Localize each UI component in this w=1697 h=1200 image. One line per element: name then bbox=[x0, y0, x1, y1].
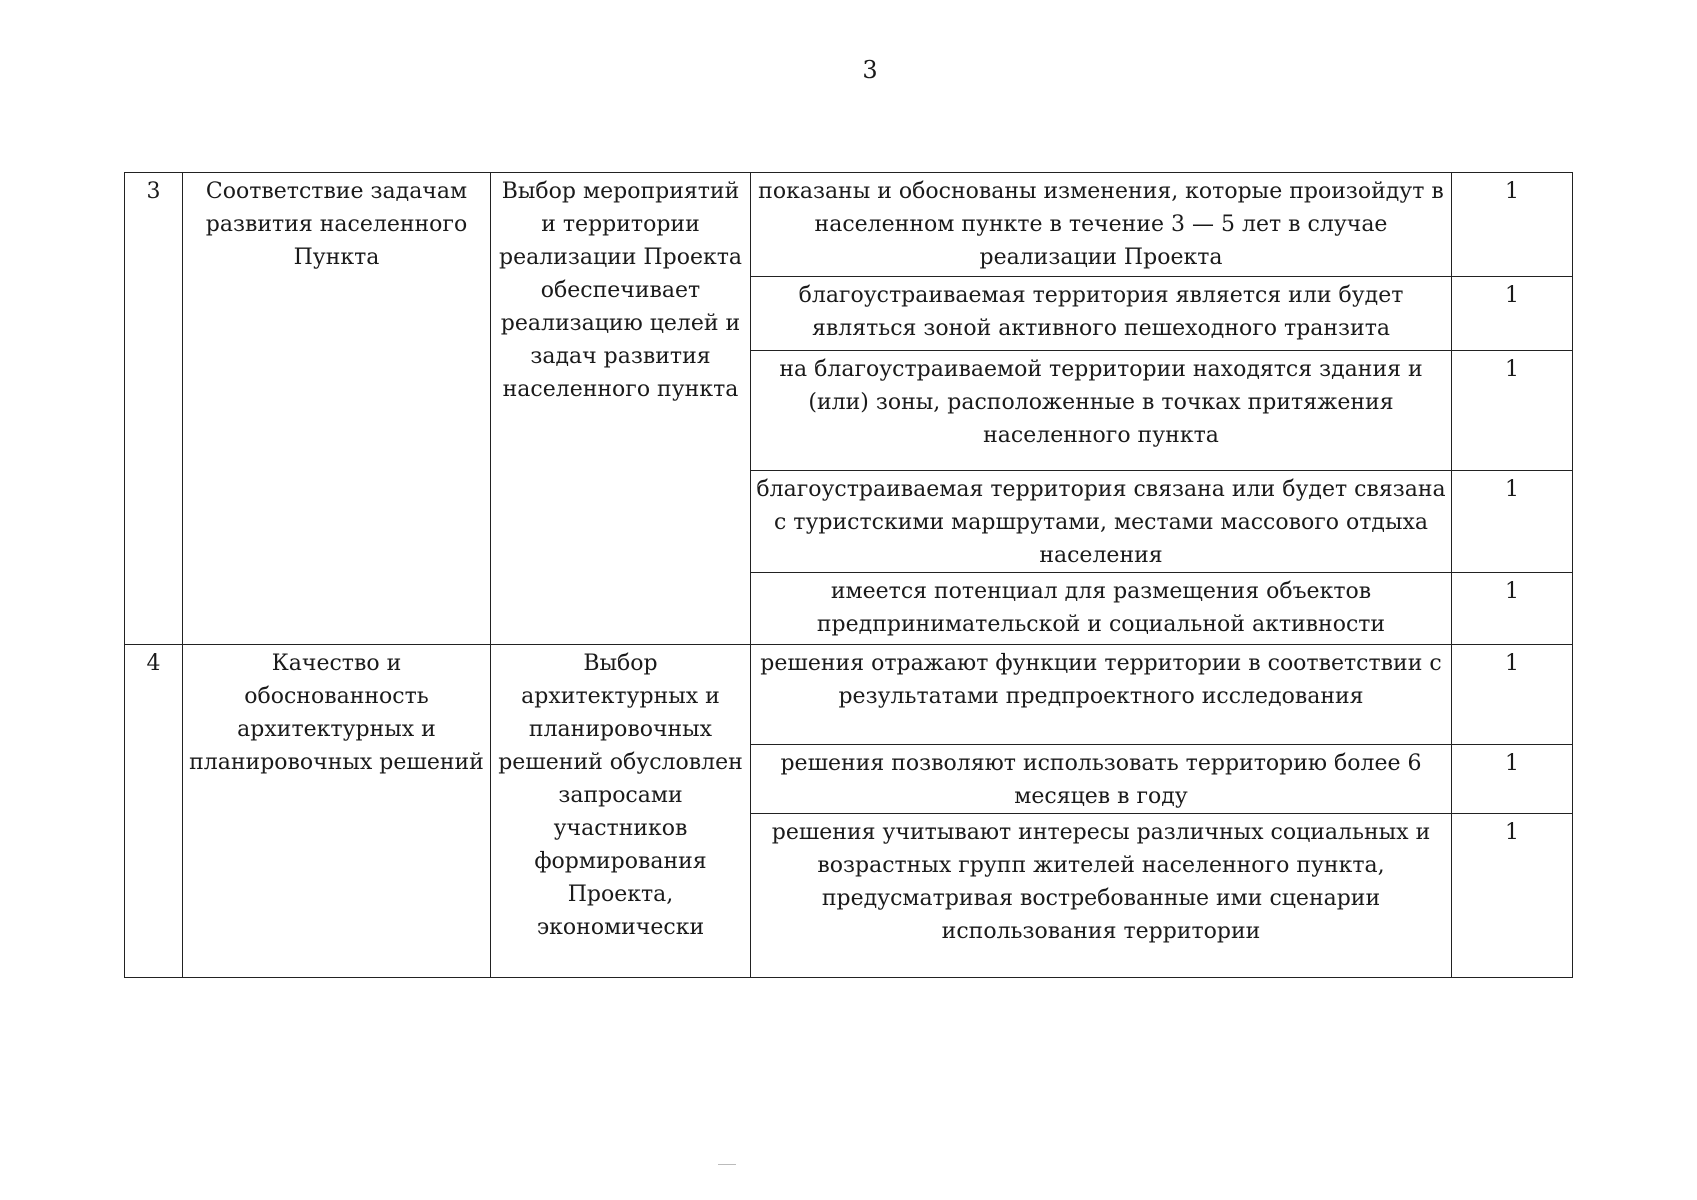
score-cell: 1 bbox=[1452, 645, 1573, 745]
score-cell: 1 bbox=[1452, 573, 1573, 645]
score-cell: 1 bbox=[1452, 745, 1573, 814]
point-cell: имеется потенциал для размещения объектов предпринимательской и социальной активности bbox=[751, 573, 1452, 645]
criteria-table bbox=[124, 172, 1572, 978]
description-cell: Выбор мероприятий и территории реализации Проекта обеспечивает реализацию целей и задач развития населенного пункта bbox=[491, 173, 751, 645]
point-cell: показаны и обоснованы изменения, которые произойдут в населенном пункте в течение 3 — 5 лет в случае реализации Проекта bbox=[751, 173, 1452, 277]
scan-mark bbox=[718, 1164, 736, 1165]
point-cell: решения позволяют использовать территорию более 6 месяцев в году bbox=[751, 745, 1452, 814]
page-number: 3 bbox=[862, 56, 878, 84]
point-cell: благоустраиваемая территория является или будет являться зоной активного пешеходного транзита bbox=[751, 277, 1452, 351]
row-number: 4 bbox=[125, 645, 183, 978]
table-row bbox=[125, 173, 1573, 277]
point-cell: на благоустраиваемой территории находятся здания и (или) зоны, расположенные в точках притяжения населенного пункта bbox=[751, 351, 1452, 471]
criterion-cell: Соответствие задачам развития населенного Пункта bbox=[183, 173, 491, 645]
point-cell: решения отражают функции территории в соответствии с результатами предпроектного исследования bbox=[751, 645, 1452, 745]
description-cell: Выбор архитектурных и планировочных решений обусловлен запросами участников формирования Проекта, экономически bbox=[491, 645, 751, 978]
score-cell: 1 bbox=[1452, 173, 1573, 277]
row-number: 3 bbox=[125, 173, 183, 645]
score-cell: 1 bbox=[1452, 814, 1573, 978]
table-row bbox=[125, 645, 1573, 745]
score-cell: 1 bbox=[1452, 471, 1573, 573]
criterion-cell: Качество и обоснованность архитектурных и планировочных решений bbox=[183, 645, 491, 978]
point-cell: благоустраиваемая территория связана или будет связана с туристскими маршрутами, местами массового отдыха населения bbox=[751, 471, 1452, 573]
point-cell: решения учитывают интересы различных социальных и возрастных групп жителей населенного пункта, предусматривая востребованные ими сценарии использования территории bbox=[751, 814, 1452, 978]
score-cell: 1 bbox=[1452, 351, 1573, 471]
score-cell: 1 bbox=[1452, 277, 1573, 351]
